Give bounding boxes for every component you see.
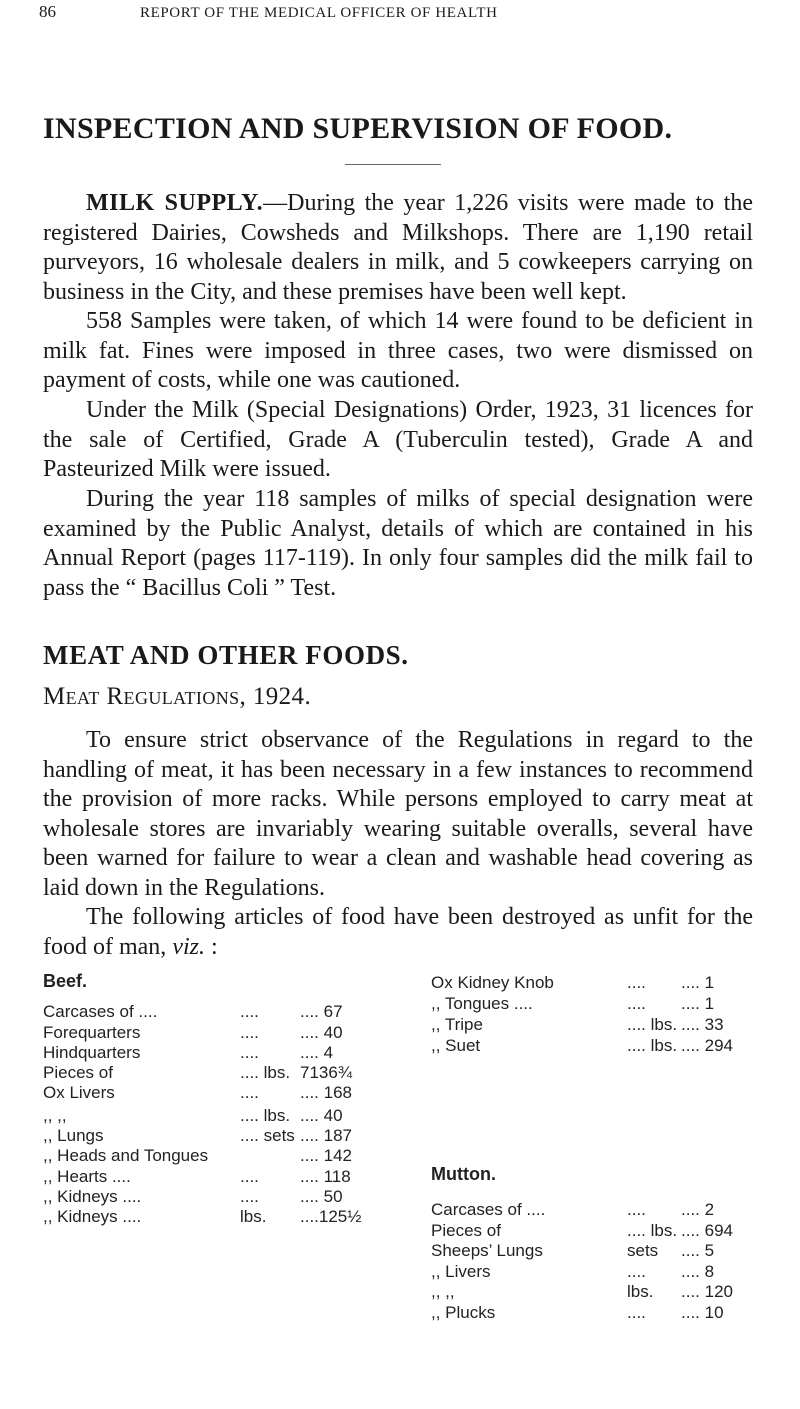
row-qty: .... 4: [300, 1043, 334, 1062]
page-number: 86: [39, 2, 56, 21]
row-qty: 7136¾: [300, 1063, 352, 1082]
row-item: ,, Tongues ....: [431, 994, 533, 1013]
row-unit: .... lbs.: [627, 1036, 678, 1055]
row-item: ,, Hearts ....: [43, 1167, 131, 1186]
row-unit: .... lbs.: [240, 1106, 291, 1125]
row-qty: ....125½: [300, 1207, 362, 1226]
row-qty: .... 294: [681, 1036, 733, 1055]
row-item: Carcases of ....: [431, 1200, 546, 1219]
row-unit: ....: [240, 1002, 259, 1021]
row-item: Hindquarters: [43, 1043, 141, 1062]
beef-section-heading: Beef.: [43, 971, 88, 991]
row-unit: ....: [627, 973, 646, 992]
row-qty: .... 40: [300, 1106, 343, 1125]
row-item: ,, Plucks: [431, 1302, 496, 1322]
row-item: ,, Kidneys ....: [43, 1207, 142, 1226]
row-qty: .... 118: [300, 1167, 351, 1186]
row-item: ,, Heads and Tongues: [43, 1146, 209, 1165]
row-item: ,, Suet: [431, 1036, 481, 1055]
row-qty: .... 694: [681, 1220, 733, 1240]
row-unit: ....: [240, 1187, 259, 1206]
row-qty: .... 142: [300, 1146, 352, 1165]
row-qty: .... 1: [681, 973, 715, 992]
row-unit: ....: [240, 1023, 259, 1042]
destroyed-intro-text: The following articles of food have been destroyed as unfit for the food of man,: [43, 904, 753, 960]
title-rule: [345, 164, 441, 165]
running-title: REPORT OF THE MEDICAL OFFICER OF HEALTH: [140, 5, 498, 21]
row-item: Pieces of: [43, 1063, 113, 1082]
row-item: Forequarters: [43, 1023, 141, 1042]
page-title: INSPECTION AND SUPERVISION OF FOOD.: [43, 112, 673, 145]
meat-subheading: Meat Regulations, 1924.: [43, 683, 312, 710]
row-qty: .... 187: [300, 1126, 352, 1145]
row-qty: .... 5: [681, 1241, 715, 1260]
row-qty: .... 40: [300, 1023, 343, 1042]
row-item: ,, Livers: [431, 1261, 491, 1281]
row-unit: ....: [627, 1302, 646, 1322]
row-unit: ....: [240, 1167, 259, 1186]
row-qty: .... 10: [681, 1302, 724, 1322]
meat-heading: MEAT AND OTHER FOODS.: [43, 640, 409, 670]
destroyed-colon: :: [204, 933, 218, 960]
milk-paragraph-1: [43, 189, 753, 307]
row-qty: .... 168: [300, 1083, 352, 1102]
row-unit: .... lbs.: [627, 1015, 678, 1034]
row-item: Ox Livers: [43, 1083, 115, 1102]
row-item: ,, ,,: [431, 1282, 455, 1301]
row-unit: ....: [627, 994, 646, 1013]
row-unit: lbs.: [240, 1207, 267, 1226]
milk-paragraph-1-text: —During the year 1,226 visits were made to the registered Dairies, Cowsheds and Milkshops. There are 1,190 retail purveyors, 16 wholesale dealers in milk, and 5 cowkeepers carrying on business in the City, and these premises have been well kept.: [43, 190, 753, 305]
row-item: ,, Lungs: [43, 1126, 104, 1145]
row-unit: ....: [627, 1261, 646, 1281]
row-unit: lbs.: [627, 1282, 654, 1301]
row-item: Sheeps’ Lungs: [431, 1241, 543, 1260]
row-unit: ....: [240, 1083, 259, 1102]
row-unit: ....: [627, 1200, 646, 1219]
row-qty: .... 50: [300, 1187, 343, 1206]
milk-heading: MILK SUPPLY.: [86, 190, 264, 216]
row-item: ,, ,,: [43, 1106, 67, 1125]
meat-paragraph-1: To ensure strict observance of the Regulations in regard to the handling of meat, it has been necessary in a few instances to recommend the provision of more racks. While persons employed to carry meat at wholesale stores are invariably wearing suitable overalls, several have been warned for failure to wear a clean and washable head covering as laid down in the Regulations.: [43, 727, 753, 901]
meat-destroyed-intro: [43, 903, 753, 962]
row-item: ,, Tripe: [431, 1015, 483, 1034]
row-unit: sets: [627, 1241, 659, 1260]
row-qty: .... 67: [300, 1002, 343, 1021]
milk-paragraph-4: During the year 118 samples of milks of special designation were examined by the Public Analyst, details of which are contained in his Annual Report (pages 117-119). In only four samples did the milk fail to pass the “ Bacillus Coli ” Test.: [43, 486, 753, 601]
row-unit: .... lbs.: [627, 1220, 678, 1240]
row-qty: .... 2: [681, 1200, 715, 1219]
milk-paragraph-2: 558 Samples were taken, of which 14 were found to be deficient in milk fat. Fines were imposed in three cases, two were dismissed on payment of costs, while one was cautioned.: [43, 308, 753, 394]
row-qty: .... 33: [681, 1015, 724, 1034]
viz-abbrev: viz.: [172, 933, 205, 960]
row-item: Carcases of ....: [43, 1002, 158, 1021]
row-unit: .... lbs.: [240, 1063, 291, 1082]
row-qty: .... 1: [681, 994, 715, 1013]
row-unit: .... sets: [240, 1126, 295, 1145]
row-qty: .... 120: [681, 1282, 733, 1301]
row-item: ,, Kidneys ....: [43, 1187, 142, 1206]
milk-paragraph-3: Under the Milk (Special Designations) Order, 1923, 31 licences for the sale of Certified, Grade A (Tuberculin tested), Grade A and Pasteurized Milk were issued.: [43, 397, 753, 483]
row-qty: .... 8: [681, 1261, 715, 1281]
mutton-section-heading: Mutton.: [431, 1164, 496, 1184]
row-unit: ....: [240, 1043, 259, 1062]
row-item: Pieces of: [431, 1220, 501, 1240]
row-item: Ox Kidney Knob: [431, 973, 554, 992]
